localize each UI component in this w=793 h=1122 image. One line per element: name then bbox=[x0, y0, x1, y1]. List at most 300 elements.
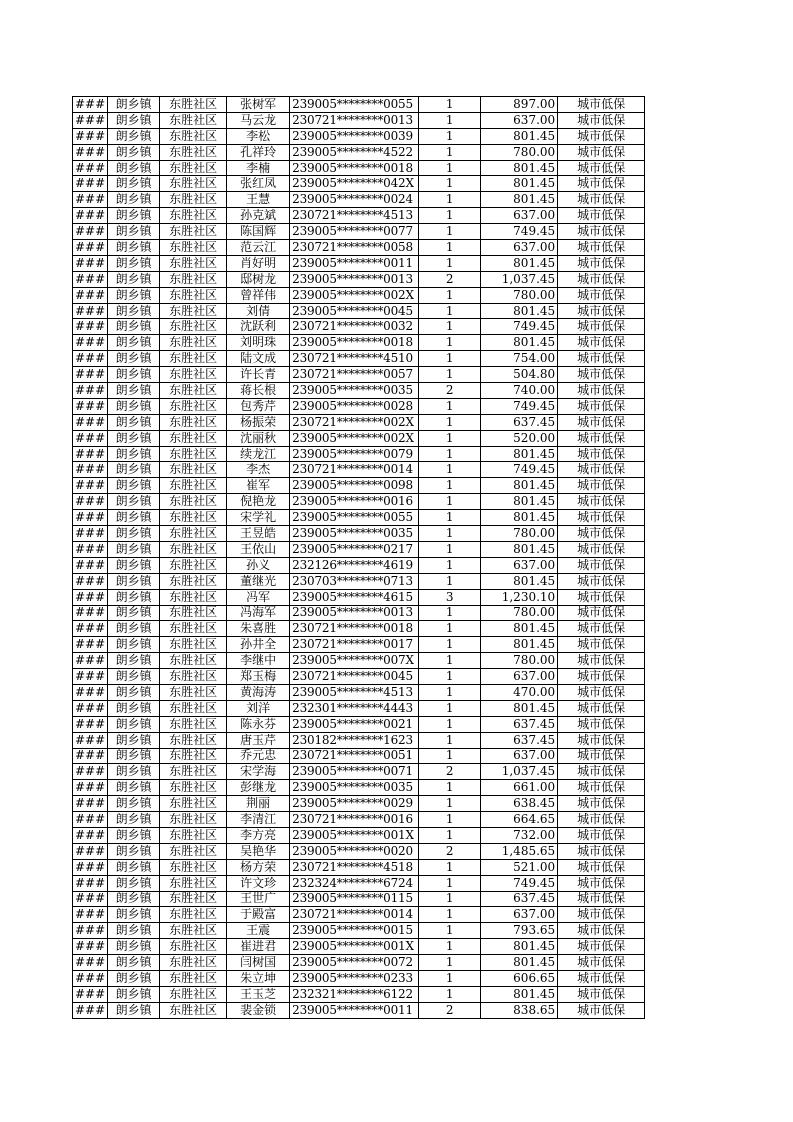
id-number-cell: 230182********1623 bbox=[290, 732, 419, 748]
community-cell: 东胜社区 bbox=[160, 176, 227, 192]
community-cell: 东胜社区 bbox=[160, 621, 227, 637]
amount-cell: 780.00 bbox=[481, 526, 558, 542]
table-row bbox=[73, 462, 645, 478]
table-row bbox=[73, 526, 645, 542]
assistance-type-cell: 城市低保 bbox=[558, 351, 645, 367]
name-cell: 杨振荣 bbox=[227, 414, 290, 430]
town-cell: 朗乡镇 bbox=[108, 176, 160, 192]
row-number-cell: ### bbox=[73, 303, 108, 319]
assistance-type-cell: 城市低保 bbox=[558, 255, 645, 271]
table-row bbox=[73, 478, 645, 494]
amount-cell: 780.00 bbox=[481, 653, 558, 669]
amount-cell: 749.45 bbox=[481, 462, 558, 478]
row-number-cell: ### bbox=[73, 112, 108, 128]
community-cell: 东胜社区 bbox=[160, 780, 227, 796]
assistance-type-cell: 城市低保 bbox=[558, 669, 645, 685]
amount-cell: 637.45 bbox=[481, 716, 558, 732]
household-count-cell: 1 bbox=[419, 939, 481, 955]
assistance-type-cell: 城市低保 bbox=[558, 494, 645, 510]
amount-cell: 749.45 bbox=[481, 875, 558, 891]
town-cell: 朗乡镇 bbox=[108, 319, 160, 335]
household-count-cell: 1 bbox=[419, 780, 481, 796]
row-number-cell: ### bbox=[73, 764, 108, 780]
household-count-cell: 1 bbox=[419, 97, 481, 113]
town-cell: 朗乡镇 bbox=[108, 1002, 160, 1018]
table-row bbox=[73, 144, 645, 160]
table-row bbox=[73, 637, 645, 653]
community-cell: 东胜社区 bbox=[160, 510, 227, 526]
assistance-type-cell: 城市低保 bbox=[558, 383, 645, 399]
town-cell: 朗乡镇 bbox=[108, 192, 160, 208]
amount-cell: 749.45 bbox=[481, 319, 558, 335]
town-cell: 朗乡镇 bbox=[108, 637, 160, 653]
community-cell: 东胜社区 bbox=[160, 923, 227, 939]
town-cell: 朗乡镇 bbox=[108, 478, 160, 494]
table-row bbox=[73, 573, 645, 589]
row-number-cell: ### bbox=[73, 557, 108, 573]
community-cell: 东胜社区 bbox=[160, 271, 227, 287]
amount-cell: 897.00 bbox=[481, 97, 558, 113]
town-cell: 朗乡镇 bbox=[108, 732, 160, 748]
table-row bbox=[73, 224, 645, 240]
name-cell: 许文珍 bbox=[227, 875, 290, 891]
household-count-cell: 1 bbox=[419, 891, 481, 907]
amount-cell: 637.00 bbox=[481, 669, 558, 685]
name-cell: 杨方荣 bbox=[227, 859, 290, 875]
name-cell: 许长青 bbox=[227, 367, 290, 383]
community-cell: 东胜社区 bbox=[160, 986, 227, 1002]
amount-cell: 637.45 bbox=[481, 414, 558, 430]
name-cell: 吴艳华 bbox=[227, 843, 290, 859]
name-cell: 冯军 bbox=[227, 589, 290, 605]
assistance-type-cell: 城市低保 bbox=[558, 573, 645, 589]
assistance-type-cell: 城市低保 bbox=[558, 843, 645, 859]
town-cell: 朗乡镇 bbox=[108, 764, 160, 780]
household-count-cell: 1 bbox=[419, 955, 481, 971]
town-cell: 朗乡镇 bbox=[108, 303, 160, 319]
community-cell: 东胜社区 bbox=[160, 367, 227, 383]
row-number-cell: ### bbox=[73, 589, 108, 605]
id-number-cell: 239005********0055 bbox=[290, 510, 419, 526]
name-cell: 包秀芹 bbox=[227, 398, 290, 414]
amount-cell: 1,037.45 bbox=[481, 271, 558, 287]
table-row bbox=[73, 812, 645, 828]
name-cell: 李继中 bbox=[227, 653, 290, 669]
name-cell: 王世广 bbox=[227, 891, 290, 907]
name-cell: 王慧 bbox=[227, 192, 290, 208]
id-number-cell: 239005********0072 bbox=[290, 955, 419, 971]
household-count-cell: 1 bbox=[419, 541, 481, 557]
id-number-cell: 230721********4518 bbox=[290, 859, 419, 875]
id-number-cell: 239005********0015 bbox=[290, 923, 419, 939]
amount-cell: 661.00 bbox=[481, 780, 558, 796]
amount-cell: 801.45 bbox=[481, 955, 558, 971]
name-cell: 沈丽秋 bbox=[227, 430, 290, 446]
row-number-cell: ### bbox=[73, 907, 108, 923]
name-cell: 王依山 bbox=[227, 541, 290, 557]
amount-cell: 801.45 bbox=[481, 541, 558, 557]
town-cell: 朗乡镇 bbox=[108, 557, 160, 573]
household-count-cell: 1 bbox=[419, 303, 481, 319]
row-number-cell: ### bbox=[73, 160, 108, 176]
name-cell: 刘洋 bbox=[227, 700, 290, 716]
table-row bbox=[73, 796, 645, 812]
assistance-type-cell: 城市低保 bbox=[558, 700, 645, 716]
row-number-cell: ### bbox=[73, 1002, 108, 1018]
town-cell: 朗乡镇 bbox=[108, 462, 160, 478]
name-cell: 于殿富 bbox=[227, 907, 290, 923]
household-count-cell: 1 bbox=[419, 573, 481, 589]
community-cell: 东胜社区 bbox=[160, 875, 227, 891]
community-cell: 东胜社区 bbox=[160, 192, 227, 208]
id-number-cell: 230721********4510 bbox=[290, 351, 419, 367]
amount-cell: 801.45 bbox=[481, 478, 558, 494]
town-cell: 朗乡镇 bbox=[108, 605, 160, 621]
id-number-cell: 230721********0058 bbox=[290, 240, 419, 256]
amount-cell: 801.45 bbox=[481, 160, 558, 176]
row-number-cell: ### bbox=[73, 97, 108, 113]
row-number-cell: ### bbox=[73, 986, 108, 1002]
row-number-cell: ### bbox=[73, 621, 108, 637]
row-number-cell: ### bbox=[73, 430, 108, 446]
id-number-cell: 239005********0020 bbox=[290, 843, 419, 859]
household-count-cell: 1 bbox=[419, 335, 481, 351]
table-row bbox=[73, 955, 645, 971]
town-cell: 朗乡镇 bbox=[108, 97, 160, 113]
community-cell: 东胜社区 bbox=[160, 255, 227, 271]
row-number-cell: ### bbox=[73, 271, 108, 287]
town-cell: 朗乡镇 bbox=[108, 875, 160, 891]
household-count-cell: 1 bbox=[419, 557, 481, 573]
name-cell: 裴金锁 bbox=[227, 1002, 290, 1018]
table-row bbox=[73, 859, 645, 875]
household-count-cell: 2 bbox=[419, 383, 481, 399]
name-cell: 续龙江 bbox=[227, 446, 290, 462]
community-cell: 东胜社区 bbox=[160, 637, 227, 653]
amount-cell: 780.00 bbox=[481, 144, 558, 160]
table-row bbox=[73, 764, 645, 780]
household-count-cell: 1 bbox=[419, 684, 481, 700]
household-count-cell: 1 bbox=[419, 398, 481, 414]
assistance-type-cell: 城市低保 bbox=[558, 589, 645, 605]
town-cell: 朗乡镇 bbox=[108, 541, 160, 557]
household-count-cell: 1 bbox=[419, 128, 481, 144]
row-number-cell: ### bbox=[73, 923, 108, 939]
amount-cell: 740.00 bbox=[481, 383, 558, 399]
household-count-cell: 1 bbox=[419, 526, 481, 542]
amount-cell: 606.65 bbox=[481, 970, 558, 986]
row-number-cell: ### bbox=[73, 669, 108, 685]
row-number-cell: ### bbox=[73, 526, 108, 542]
table-row bbox=[73, 891, 645, 907]
household-count-cell: 1 bbox=[419, 732, 481, 748]
assistance-type-cell: 城市低保 bbox=[558, 176, 645, 192]
town-cell: 朗乡镇 bbox=[108, 128, 160, 144]
id-number-cell: 232321********6122 bbox=[290, 986, 419, 1002]
table-row bbox=[73, 367, 645, 383]
id-number-cell: 230721********4513 bbox=[290, 208, 419, 224]
community-cell: 东胜社区 bbox=[160, 541, 227, 557]
town-cell: 朗乡镇 bbox=[108, 240, 160, 256]
row-number-cell: ### bbox=[73, 398, 108, 414]
community-cell: 东胜社区 bbox=[160, 653, 227, 669]
household-count-cell: 1 bbox=[419, 446, 481, 462]
table-row bbox=[73, 780, 645, 796]
id-number-cell: 239005********0016 bbox=[290, 494, 419, 510]
table-row bbox=[73, 541, 645, 557]
town-cell: 朗乡镇 bbox=[108, 383, 160, 399]
assistance-type-cell: 城市低保 bbox=[558, 446, 645, 462]
id-number-cell: 239005********0018 bbox=[290, 335, 419, 351]
town-cell: 朗乡镇 bbox=[108, 144, 160, 160]
community-cell: 东胜社区 bbox=[160, 224, 227, 240]
row-number-cell: ### bbox=[73, 462, 108, 478]
row-number-cell: ### bbox=[73, 144, 108, 160]
id-number-cell: 239005********0013 bbox=[290, 271, 419, 287]
household-count-cell: 1 bbox=[419, 970, 481, 986]
id-number-cell: 239005********042X bbox=[290, 176, 419, 192]
assistance-type-cell: 城市低保 bbox=[558, 160, 645, 176]
community-cell: 东胜社区 bbox=[160, 669, 227, 685]
row-number-cell: ### bbox=[73, 653, 108, 669]
id-number-cell: 230721********0013 bbox=[290, 112, 419, 128]
row-number-cell: ### bbox=[73, 192, 108, 208]
community-cell: 东胜社区 bbox=[160, 240, 227, 256]
community-cell: 东胜社区 bbox=[160, 955, 227, 971]
name-cell: 张红凤 bbox=[227, 176, 290, 192]
household-count-cell: 1 bbox=[419, 478, 481, 494]
assistance-type-cell: 城市低保 bbox=[558, 414, 645, 430]
town-cell: 朗乡镇 bbox=[108, 970, 160, 986]
row-number-cell: ### bbox=[73, 605, 108, 621]
table-row bbox=[73, 970, 645, 986]
name-cell: 孔祥玲 bbox=[227, 144, 290, 160]
name-cell: 乔元忠 bbox=[227, 748, 290, 764]
table-row bbox=[73, 255, 645, 271]
assistance-type-cell: 城市低保 bbox=[558, 398, 645, 414]
row-number-cell: ### bbox=[73, 224, 108, 240]
assistance-type-cell: 城市低保 bbox=[558, 462, 645, 478]
assistance-type-cell: 城市低保 bbox=[558, 144, 645, 160]
amount-cell: 801.45 bbox=[481, 128, 558, 144]
amount-cell: 838.65 bbox=[481, 1002, 558, 1018]
town-cell: 朗乡镇 bbox=[108, 684, 160, 700]
row-number-cell: ### bbox=[73, 796, 108, 812]
table-row bbox=[73, 271, 645, 287]
id-number-cell: 230721********002X bbox=[290, 414, 419, 430]
id-number-cell: 230721********0014 bbox=[290, 907, 419, 923]
id-number-cell: 230721********0017 bbox=[290, 637, 419, 653]
town-cell: 朗乡镇 bbox=[108, 700, 160, 716]
town-cell: 朗乡镇 bbox=[108, 398, 160, 414]
community-cell: 东胜社区 bbox=[160, 446, 227, 462]
id-number-cell: 239005********4513 bbox=[290, 684, 419, 700]
table-row bbox=[73, 716, 645, 732]
name-cell: 李杰 bbox=[227, 462, 290, 478]
assistance-type-cell: 城市低保 bbox=[558, 812, 645, 828]
id-number-cell: 232301********4443 bbox=[290, 700, 419, 716]
town-cell: 朗乡镇 bbox=[108, 843, 160, 859]
community-cell: 东胜社区 bbox=[160, 494, 227, 510]
community-cell: 东胜社区 bbox=[160, 462, 227, 478]
name-cell: 马云龙 bbox=[227, 112, 290, 128]
row-number-cell: ### bbox=[73, 414, 108, 430]
table-row bbox=[73, 97, 645, 113]
household-count-cell: 1 bbox=[419, 208, 481, 224]
table-body bbox=[73, 97, 645, 1019]
name-cell: 黄海涛 bbox=[227, 684, 290, 700]
assistance-type-cell: 城市低保 bbox=[558, 335, 645, 351]
town-cell: 朗乡镇 bbox=[108, 335, 160, 351]
town-cell: 朗乡镇 bbox=[108, 716, 160, 732]
town-cell: 朗乡镇 bbox=[108, 573, 160, 589]
amount-cell: 801.45 bbox=[481, 176, 558, 192]
id-number-cell: 239005********007X bbox=[290, 653, 419, 669]
name-cell: 宋学礼 bbox=[227, 510, 290, 526]
town-cell: 朗乡镇 bbox=[108, 955, 160, 971]
table-row bbox=[73, 986, 645, 1002]
row-number-cell: ### bbox=[73, 128, 108, 144]
name-cell: 蒋长根 bbox=[227, 383, 290, 399]
household-count-cell: 1 bbox=[419, 796, 481, 812]
row-number-cell: ### bbox=[73, 684, 108, 700]
id-number-cell: 230721********0045 bbox=[290, 669, 419, 685]
name-cell: 肖好明 bbox=[227, 255, 290, 271]
table-row bbox=[73, 732, 645, 748]
community-cell: 东胜社区 bbox=[160, 128, 227, 144]
name-cell: 闫树国 bbox=[227, 955, 290, 971]
amount-cell: 637.00 bbox=[481, 208, 558, 224]
table-row bbox=[73, 700, 645, 716]
community-cell: 东胜社区 bbox=[160, 748, 227, 764]
community-cell: 东胜社区 bbox=[160, 970, 227, 986]
relief-roster-table bbox=[72, 96, 645, 1019]
row-number-cell: ### bbox=[73, 319, 108, 335]
household-count-cell: 2 bbox=[419, 271, 481, 287]
community-cell: 东胜社区 bbox=[160, 208, 227, 224]
name-cell: 崔进君 bbox=[227, 939, 290, 955]
town-cell: 朗乡镇 bbox=[108, 827, 160, 843]
town-cell: 朗乡镇 bbox=[108, 494, 160, 510]
name-cell: 李清江 bbox=[227, 812, 290, 828]
amount-cell: 637.00 bbox=[481, 112, 558, 128]
assistance-type-cell: 城市低保 bbox=[558, 541, 645, 557]
id-number-cell: 239005********0021 bbox=[290, 716, 419, 732]
amount-cell: 780.00 bbox=[481, 605, 558, 621]
community-cell: 东胜社区 bbox=[160, 160, 227, 176]
id-number-cell: 239005********0013 bbox=[290, 605, 419, 621]
table-row bbox=[73, 303, 645, 319]
table-row bbox=[73, 653, 645, 669]
household-count-cell: 1 bbox=[419, 287, 481, 303]
id-number-cell: 239005********0011 bbox=[290, 1002, 419, 1018]
id-number-cell: 239005********0217 bbox=[290, 541, 419, 557]
table-row bbox=[73, 827, 645, 843]
assistance-type-cell: 城市低保 bbox=[558, 605, 645, 621]
row-number-cell: ### bbox=[73, 875, 108, 891]
table-row bbox=[73, 907, 645, 923]
table-row bbox=[73, 939, 645, 955]
amount-cell: 637.00 bbox=[481, 240, 558, 256]
assistance-type-cell: 城市低保 bbox=[558, 224, 645, 240]
household-count-cell: 1 bbox=[419, 875, 481, 891]
amount-cell: 793.65 bbox=[481, 923, 558, 939]
household-count-cell: 1 bbox=[419, 160, 481, 176]
amount-cell: 638.45 bbox=[481, 796, 558, 812]
table-row bbox=[73, 605, 645, 621]
household-count-cell: 1 bbox=[419, 748, 481, 764]
community-cell: 东胜社区 bbox=[160, 764, 227, 780]
amount-cell: 801.45 bbox=[481, 573, 558, 589]
household-count-cell: 1 bbox=[419, 462, 481, 478]
household-count-cell: 1 bbox=[419, 812, 481, 828]
id-number-cell: 239005********0077 bbox=[290, 224, 419, 240]
community-cell: 东胜社区 bbox=[160, 732, 227, 748]
community-cell: 东胜社区 bbox=[160, 605, 227, 621]
assistance-type-cell: 城市低保 bbox=[558, 192, 645, 208]
household-count-cell: 1 bbox=[419, 319, 481, 335]
assistance-type-cell: 城市低保 bbox=[558, 732, 645, 748]
row-number-cell: ### bbox=[73, 970, 108, 986]
amount-cell: 780.00 bbox=[481, 287, 558, 303]
id-number-cell: 230721********0016 bbox=[290, 812, 419, 828]
name-cell: 刘倩 bbox=[227, 303, 290, 319]
town-cell: 朗乡镇 bbox=[108, 812, 160, 828]
table-row bbox=[73, 446, 645, 462]
assistance-type-cell: 城市低保 bbox=[558, 955, 645, 971]
name-cell: 唐玉芹 bbox=[227, 732, 290, 748]
amount-cell: 521.00 bbox=[481, 859, 558, 875]
amount-cell: 732.00 bbox=[481, 827, 558, 843]
household-count-cell: 1 bbox=[419, 637, 481, 653]
id-number-cell: 239005********001X bbox=[290, 827, 419, 843]
name-cell: 倪艳龙 bbox=[227, 494, 290, 510]
table-row bbox=[73, 208, 645, 224]
id-number-cell: 230721********0051 bbox=[290, 748, 419, 764]
town-cell: 朗乡镇 bbox=[108, 414, 160, 430]
id-number-cell: 239005********0115 bbox=[290, 891, 419, 907]
assistance-type-cell: 城市低保 bbox=[558, 891, 645, 907]
community-cell: 东胜社区 bbox=[160, 796, 227, 812]
name-cell: 冯海军 bbox=[227, 605, 290, 621]
community-cell: 东胜社区 bbox=[160, 589, 227, 605]
household-count-cell: 1 bbox=[419, 255, 481, 271]
household-count-cell: 1 bbox=[419, 986, 481, 1002]
name-cell: 王玉芝 bbox=[227, 986, 290, 1002]
amount-cell: 801.45 bbox=[481, 700, 558, 716]
assistance-type-cell: 城市低保 bbox=[558, 319, 645, 335]
assistance-type-cell: 城市低保 bbox=[558, 621, 645, 637]
table-row bbox=[73, 621, 645, 637]
row-number-cell: ### bbox=[73, 939, 108, 955]
id-number-cell: 230703********0713 bbox=[290, 573, 419, 589]
row-number-cell: ### bbox=[73, 208, 108, 224]
assistance-type-cell: 城市低保 bbox=[558, 287, 645, 303]
community-cell: 东胜社区 bbox=[160, 843, 227, 859]
household-count-cell: 1 bbox=[419, 605, 481, 621]
table-row bbox=[73, 430, 645, 446]
row-number-cell: ### bbox=[73, 383, 108, 399]
assistance-type-cell: 城市低保 bbox=[558, 986, 645, 1002]
town-cell: 朗乡镇 bbox=[108, 748, 160, 764]
community-cell: 东胜社区 bbox=[160, 684, 227, 700]
amount-cell: 749.45 bbox=[481, 398, 558, 414]
household-count-cell: 1 bbox=[419, 859, 481, 875]
community-cell: 东胜社区 bbox=[160, 335, 227, 351]
town-cell: 朗乡镇 bbox=[108, 208, 160, 224]
name-cell: 邸树龙 bbox=[227, 271, 290, 287]
table-row bbox=[73, 589, 645, 605]
